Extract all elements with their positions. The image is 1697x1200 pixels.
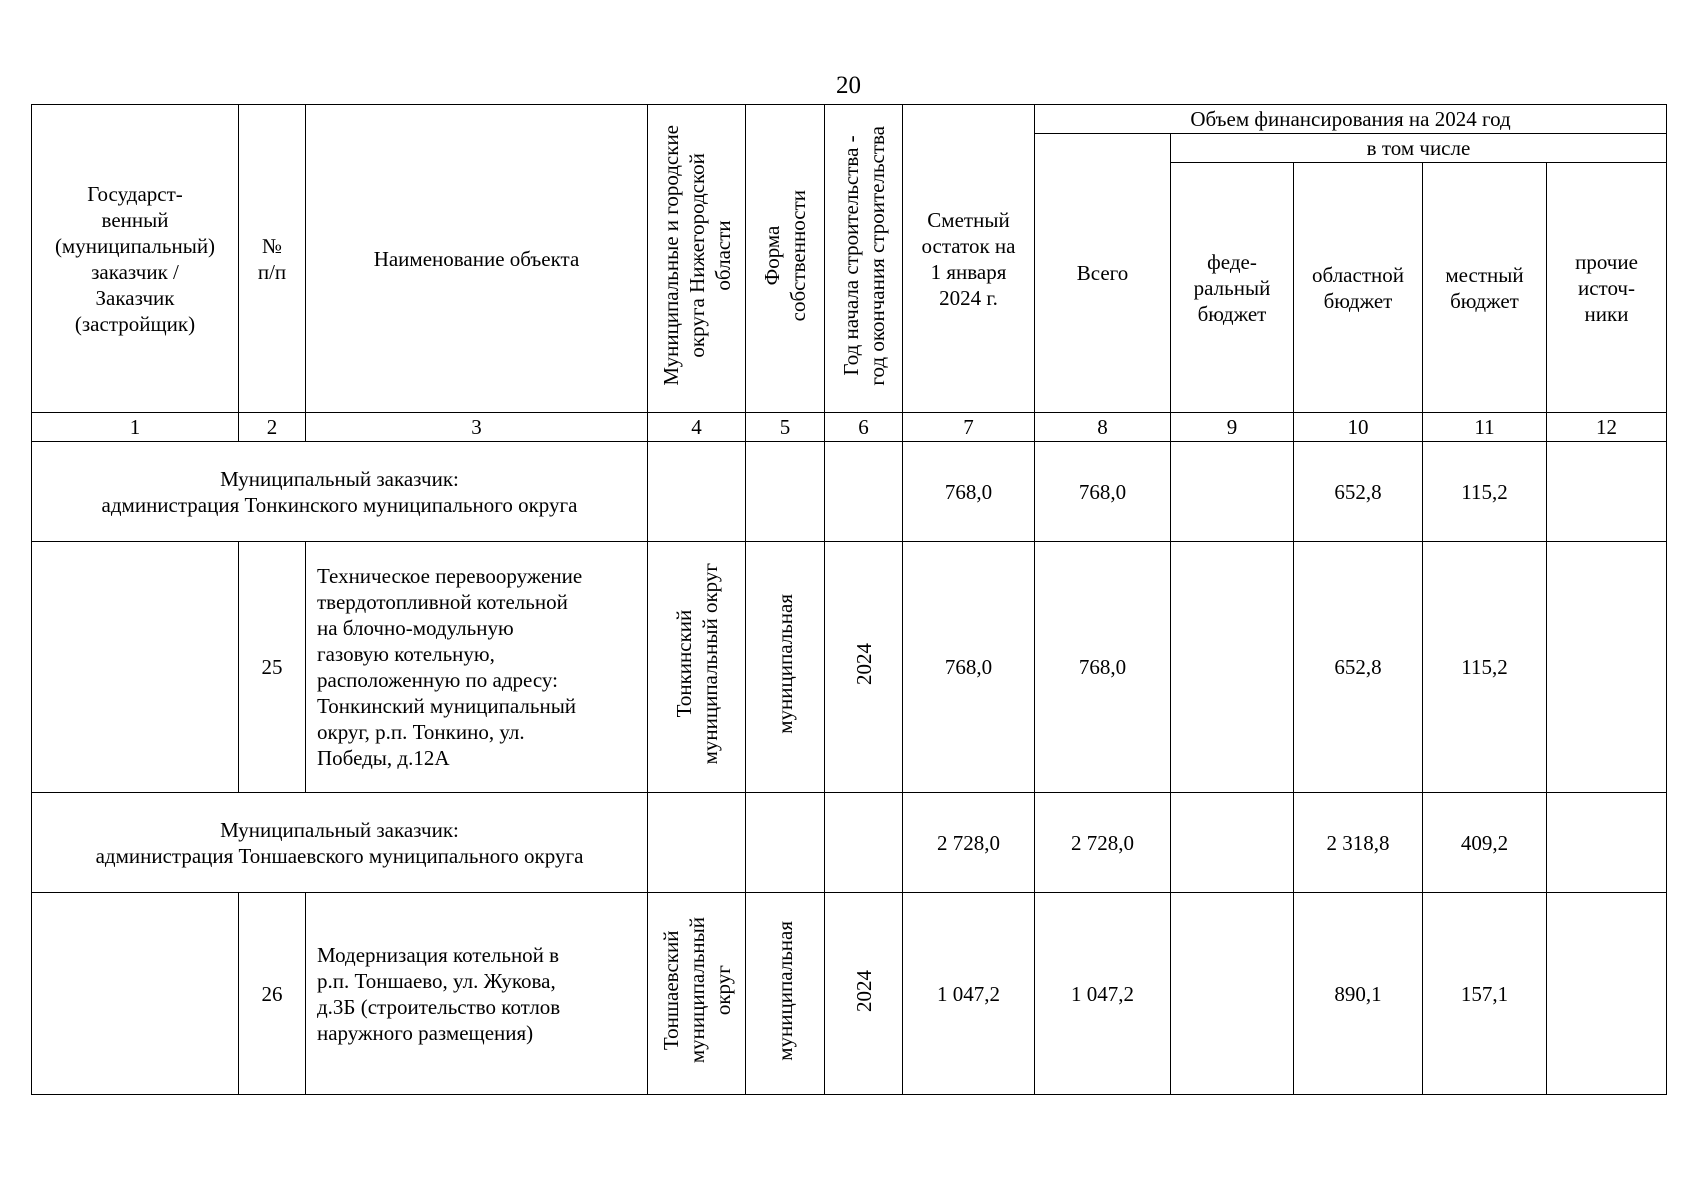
total-cell: 768,0 xyxy=(1035,442,1171,542)
financing-table xyxy=(31,104,1667,1095)
federal-budget-cell xyxy=(1171,442,1294,542)
header-years: Год начала строительства - год окончания строительства xyxy=(825,105,903,413)
other-sources-cell xyxy=(1547,542,1667,793)
years-cell: 2024 xyxy=(825,542,903,793)
header-number: № п/п xyxy=(239,105,306,413)
district-cell xyxy=(648,442,746,542)
header-customer: Государст- венный (муниципальный) заказчик / Заказчик (застройщик) xyxy=(32,105,239,413)
column-number: 8 xyxy=(1035,413,1171,442)
header-local-budget: местный бюджет xyxy=(1423,163,1547,413)
ownership-cell xyxy=(746,442,825,542)
column-number: 6 xyxy=(825,413,903,442)
local-budget-cell: 409,2 xyxy=(1423,793,1547,893)
column-number: 1 xyxy=(32,413,239,442)
header-regional-budget: областной бюджет xyxy=(1294,163,1423,413)
object-name: Модернизация котельной в р.п. Тоншаево, ул. Жукова, д.3Б (строительство котлов наружного размещения) xyxy=(306,893,648,1095)
local-budget-cell: 115,2 xyxy=(1423,542,1547,793)
district-cell xyxy=(648,793,746,893)
column-number: 12 xyxy=(1547,413,1667,442)
object-row xyxy=(32,542,1667,793)
estimated-balance-cell: 768,0 xyxy=(903,542,1035,793)
total-cell: 1 047,2 xyxy=(1035,893,1171,1095)
other-sources-cell xyxy=(1547,442,1667,542)
header-district: Муниципальные и городские округа Нижегородской области xyxy=(648,105,746,413)
header-total: Всего xyxy=(1035,134,1171,413)
estimated-balance-cell: 768,0 xyxy=(903,442,1035,542)
district-cell: Тоншаевский муниципальный округ xyxy=(648,893,746,1095)
page-number: 20 xyxy=(836,72,861,99)
ownership-cell: муниципальная xyxy=(746,893,825,1095)
column-number: 3 xyxy=(306,413,648,442)
years-cell: 2024 xyxy=(825,893,903,1095)
column-number: 7 xyxy=(903,413,1035,442)
federal-budget-cell xyxy=(1171,542,1294,793)
other-sources-cell xyxy=(1547,893,1667,1095)
regional-budget-cell: 652,8 xyxy=(1294,442,1423,542)
object-row xyxy=(32,893,1667,1095)
column-number: 4 xyxy=(648,413,746,442)
column-numbers-row xyxy=(32,413,1667,442)
header-financing-group: Объем финансирования на 2024 год xyxy=(1035,105,1667,134)
regional-budget-cell: 2 318,8 xyxy=(1294,793,1423,893)
column-number: 2 xyxy=(239,413,306,442)
header-estimated-balance: Сметный остаток на 1 января 2024 г. xyxy=(903,105,1035,413)
column-number: 10 xyxy=(1294,413,1423,442)
regional-budget-cell: 890,1 xyxy=(1294,893,1423,1095)
local-budget-cell: 157,1 xyxy=(1423,893,1547,1095)
header-object-name: Наименование объекта xyxy=(306,105,648,413)
object-number: 26 xyxy=(239,893,306,1095)
customer-row xyxy=(32,442,1667,542)
customer-row xyxy=(32,793,1667,893)
district-cell: Тонкинский муниципальный округ xyxy=(648,542,746,793)
federal-budget-cell xyxy=(1171,793,1294,893)
customer-name: Муниципальный заказчик: администрация Тоншаевского муниципального округа xyxy=(32,793,648,893)
estimated-balance-cell: 2 728,0 xyxy=(903,793,1035,893)
local-budget-cell: 115,2 xyxy=(1423,442,1547,542)
header-federal-budget: феде- ральный бюджет xyxy=(1171,163,1294,413)
customer-cell xyxy=(32,542,239,793)
other-sources-cell xyxy=(1547,793,1667,893)
object-number: 25 xyxy=(239,542,306,793)
column-number: 11 xyxy=(1423,413,1547,442)
total-cell: 768,0 xyxy=(1035,542,1171,793)
header-including: в том числе xyxy=(1171,134,1667,163)
estimated-balance-cell: 1 047,2 xyxy=(903,893,1035,1095)
ownership-cell: муниципальная xyxy=(746,542,825,793)
header-other-sources: прочие источ- ники xyxy=(1547,163,1667,413)
column-number: 5 xyxy=(746,413,825,442)
header-ownership: Форма собственности xyxy=(746,105,825,413)
total-cell: 2 728,0 xyxy=(1035,793,1171,893)
years-cell xyxy=(825,793,903,893)
ownership-cell xyxy=(746,793,825,893)
regional-budget-cell: 652,8 xyxy=(1294,542,1423,793)
years-cell xyxy=(825,442,903,542)
customer-cell xyxy=(32,893,239,1095)
object-name: Техническое перевооружение твердотопливной котельной на блочно-модульную газовую котельную, расположенную по адресу: Тонкинский муниципальный округ, р.п. Тонкино, ул. Победы, д.12А xyxy=(306,542,648,793)
column-number: 9 xyxy=(1171,413,1294,442)
federal-budget-cell xyxy=(1171,893,1294,1095)
customer-name: Муниципальный заказчик: администрация Тонкинского муниципального округа xyxy=(32,442,648,542)
